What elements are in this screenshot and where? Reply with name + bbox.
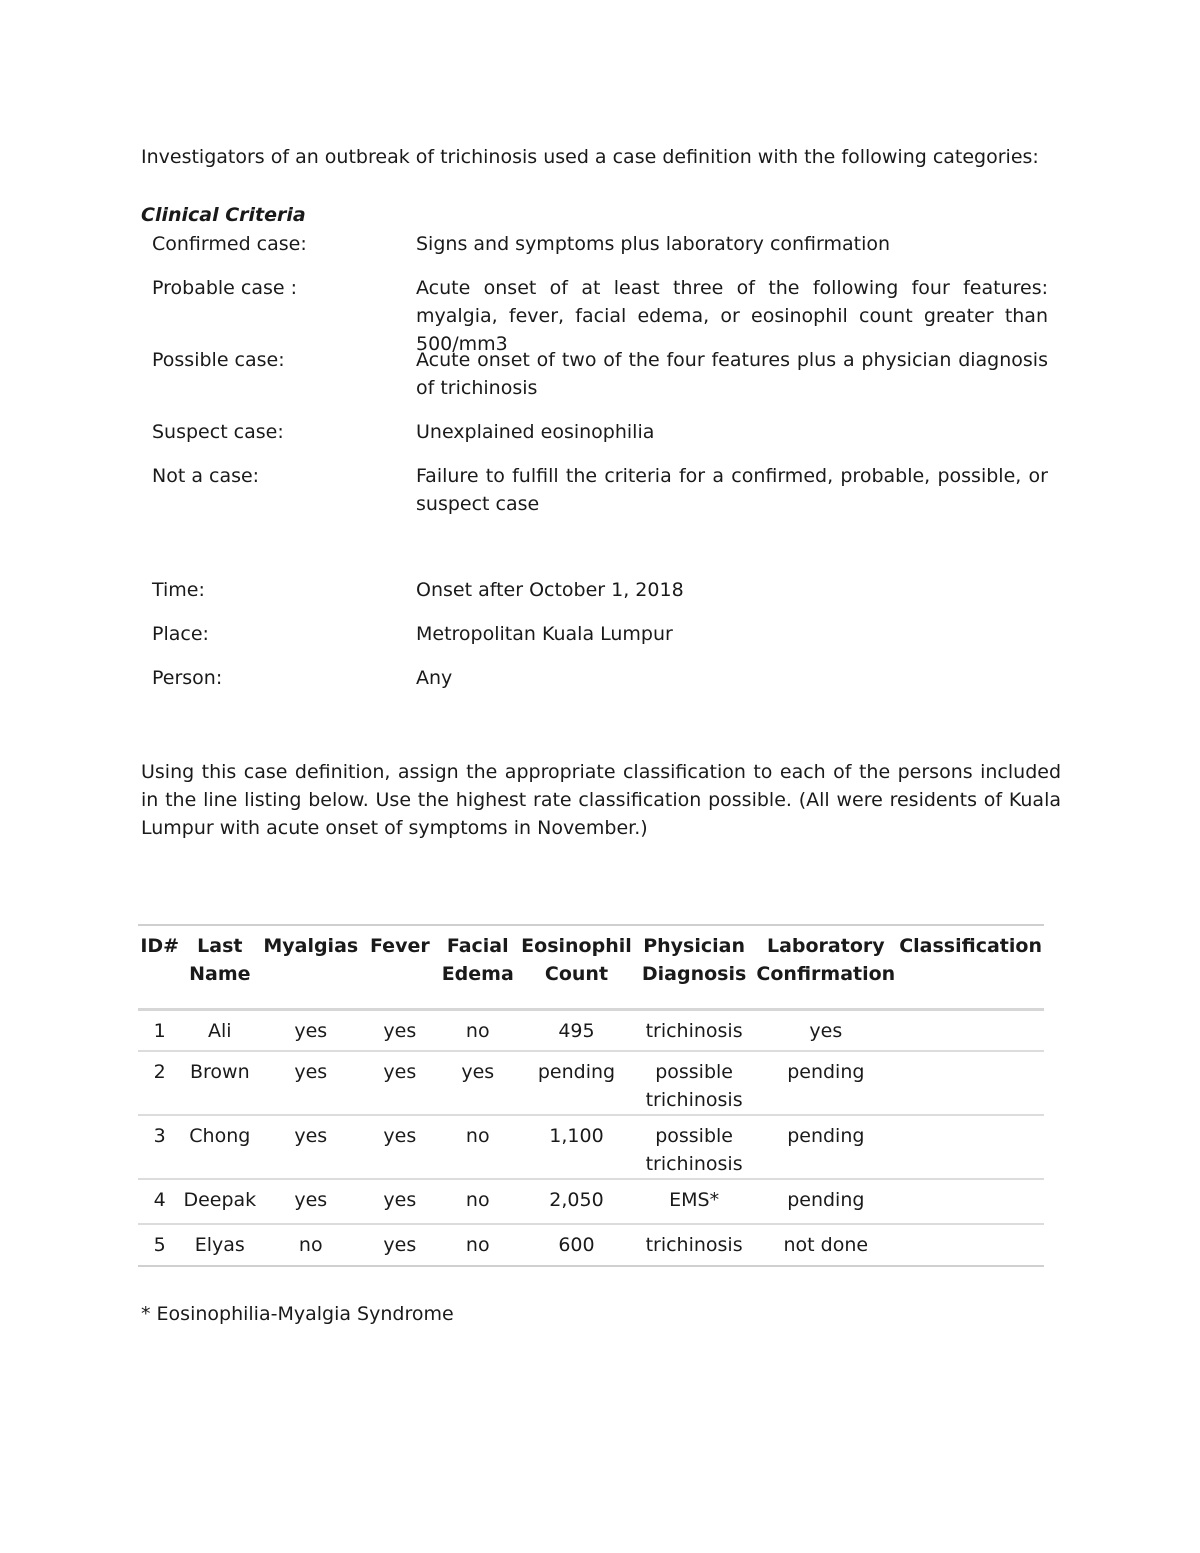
cell-myalgias: yes <box>258 1009 363 1051</box>
cell-classification[interactable] <box>897 1051 1044 1115</box>
time-label: Time: <box>152 579 205 601</box>
cell-physician-diagnosis: EMS* <box>634 1179 755 1224</box>
criteria-description: Acute onset of two of the four features plus a physician diagnosis of trichinosis <box>416 349 1048 399</box>
criteria-label: Probable case : <box>152 277 298 299</box>
line-listing-table <box>138 924 1044 1267</box>
place-value: Metropolitan Kuala Lumpur <box>416 623 673 645</box>
criteria-label: Confirmed case: <box>152 233 307 255</box>
cell-classification[interactable] <box>897 1009 1044 1051</box>
table-header-row <box>138 925 1044 1009</box>
header-fever: Fever <box>363 925 436 1009</box>
cell-fever: yes <box>363 1051 436 1115</box>
cell-fever: yes <box>363 1224 436 1266</box>
cell-eosinophil-count: 1,100 <box>519 1115 634 1179</box>
instructions-paragraph: Using this case definition, assign the appropriate classification to each of the persons included in the line listing below. Use the highest rate classification possible. (All were residents of Kuala Lumpur with acute onset of symptoms in November.) <box>141 761 1061 839</box>
cell-eosinophil-count: pending <box>519 1051 634 1115</box>
clinical-criteria-heading: Clinical Criteria <box>141 204 306 226</box>
person-label: Person: <box>152 667 223 689</box>
cell-classification[interactable] <box>897 1179 1044 1224</box>
cell-id: 2 <box>138 1051 181 1115</box>
cell-eosinophil-count: 2,050 <box>519 1179 634 1224</box>
criteria-description: Acute onset of at least three of the following four features: myalgia, fever, facial edema, or eosinophil count greater than 500/mm3 <box>416 277 1048 355</box>
cell-last-name: Deepak <box>181 1179 258 1224</box>
cell-eosinophil-count: 495 <box>519 1009 634 1051</box>
cell-physician-diagnosis: possible trichinosis <box>634 1115 755 1179</box>
cell-eosinophil-count: 600 <box>519 1224 634 1266</box>
cell-fever: yes <box>363 1009 436 1051</box>
header-laboratory-confirmation: Laboratory Confirmation <box>754 925 897 1009</box>
cell-physician-diagnosis: trichinosis <box>634 1224 755 1266</box>
cell-myalgias: yes <box>258 1179 363 1224</box>
cell-id: 1 <box>138 1009 181 1051</box>
cell-laboratory-confirmation: pending <box>754 1115 897 1179</box>
table-row <box>138 1009 1044 1051</box>
place-label: Place: <box>152 623 209 645</box>
cell-classification[interactable] <box>897 1224 1044 1266</box>
criteria-label: Suspect case: <box>152 421 284 443</box>
cell-id: 5 <box>138 1224 181 1266</box>
criteria-label: Not a case: <box>152 465 260 487</box>
cell-last-name: Brown <box>181 1051 258 1115</box>
cell-laboratory-confirmation: not done <box>754 1224 897 1266</box>
header-last-name: Last Name <box>181 925 258 1009</box>
table-row <box>138 1179 1044 1224</box>
cell-myalgias: no <box>258 1224 363 1266</box>
cell-physician-diagnosis: trichinosis <box>634 1009 755 1051</box>
cell-laboratory-confirmation: yes <box>754 1009 897 1051</box>
cell-laboratory-confirmation: pending <box>754 1051 897 1115</box>
table-row <box>138 1224 1044 1266</box>
cell-id: 3 <box>138 1115 181 1179</box>
header-eosinophil-count: Eosinophil Count <box>519 925 634 1009</box>
cell-last-name: Elyas <box>181 1224 258 1266</box>
cell-physician-diagnosis: possible trichinosis <box>634 1051 755 1115</box>
cell-fever: yes <box>363 1115 436 1179</box>
cell-fever: yes <box>363 1179 436 1224</box>
cell-facial-edema: no <box>436 1009 519 1051</box>
time-value: Onset after October 1, 2018 <box>416 579 684 601</box>
cell-facial-edema: yes <box>436 1051 519 1115</box>
criteria-label: Possible case: <box>152 349 285 371</box>
header-facial-edema: Facial Edema <box>436 925 519 1009</box>
header-myalgias: Myalgias <box>258 925 363 1009</box>
cell-last-name: Chong <box>181 1115 258 1179</box>
cell-facial-edema: no <box>436 1179 519 1224</box>
header-id: ID# <box>138 925 181 1009</box>
header-classification: Classification <box>897 925 1044 1009</box>
person-value: Any <box>416 667 453 689</box>
criteria-description: Unexplained eosinophilia <box>416 421 655 443</box>
header-physician-diagnosis: Physician Diagnosis <box>634 925 755 1009</box>
cell-myalgias: yes <box>258 1051 363 1115</box>
cell-myalgias: yes <box>258 1115 363 1179</box>
criteria-description: Failure to fulfill the criteria for a confirmed, probable, possible, or suspect case <box>416 465 1048 515</box>
cell-classification[interactable] <box>897 1115 1044 1179</box>
footnote: * Eosinophilia-Myalgia Syndrome <box>141 1303 454 1325</box>
cell-facial-edema: no <box>436 1115 519 1179</box>
cell-last-name: Ali <box>181 1009 258 1051</box>
intro-paragraph: Investigators of an outbreak of trichinosis used a case definition with the following categories: <box>141 146 1039 168</box>
criteria-description: Signs and symptoms plus laboratory confirmation <box>416 233 891 255</box>
cell-facial-edema: no <box>436 1224 519 1266</box>
cell-id: 4 <box>138 1179 181 1224</box>
table-row <box>138 1115 1044 1179</box>
table-row <box>138 1051 1044 1115</box>
cell-laboratory-confirmation: pending <box>754 1179 897 1224</box>
